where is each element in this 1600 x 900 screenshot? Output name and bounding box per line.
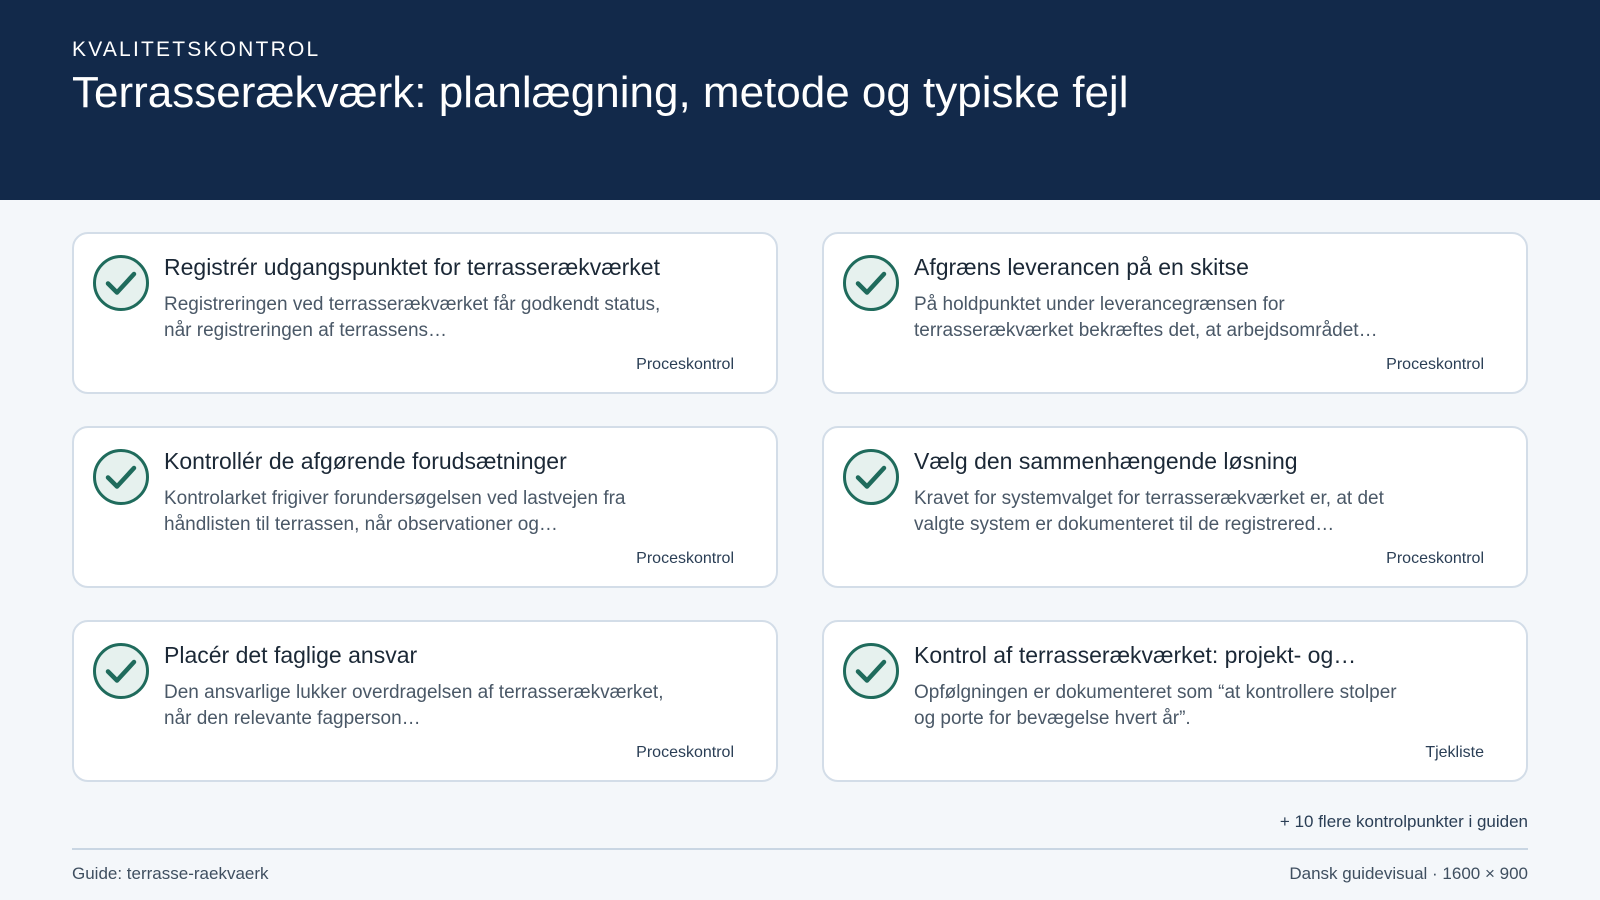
checkpoint-title: Afgræns leverancen på en skitse [914, 254, 1249, 280]
check-circle-icon [92, 448, 150, 506]
page-title: Terrasserækværk: planlægning, metode og typiske fejl [72, 68, 1129, 117]
footer-divider [72, 848, 1528, 850]
checkpoint-description: Kravet for systemvalget for terrasserækværket er, at det valgte system er dokumenteret til de registrered… [914, 488, 1384, 535]
checkpoint-title: Vælg den sammenhængende løsning [914, 448, 1298, 474]
checkpoint-category: Proceskontrol [636, 550, 734, 567]
check-circle-icon [92, 642, 150, 700]
checkpoint-card[interactable] [72, 620, 778, 782]
checkpoint-category: Proceskontrol [636, 744, 734, 761]
checkpoint-description: På holdpunktet under leverancegrænsen for terrasserækværket bekræftes det, at arbejdsområdet… [914, 294, 1378, 341]
checkpoint-category: Proceskontrol [636, 356, 734, 373]
page-header [0, 0, 1600, 200]
footer-meta: Dansk guidevisual · 1600 × 900 [1289, 864, 1528, 883]
checkpoint-description: Den ansvarlige lukker overdragelsen af terrasserækværket, når den relevante fagperson… [164, 682, 664, 729]
checkpoint-card[interactable] [72, 232, 778, 394]
checkpoint-category: Proceskontrol [1386, 550, 1484, 567]
checkpoint-description: Kontrolarket frigiver forundersøgelsen ved lastvejen fra håndlisten til terrassen, når observationer og… [164, 488, 626, 535]
checkpoint-category: Tjekliste [1425, 744, 1484, 761]
check-circle-icon [842, 448, 900, 506]
check-circle-icon [842, 642, 900, 700]
checkpoint-title: Kontrol af terrasserækværket: projekt- og… [914, 642, 1357, 668]
check-circle-icon [842, 254, 900, 312]
checkpoint-card[interactable] [72, 426, 778, 588]
checkpoint-card[interactable] [822, 620, 1528, 782]
checkpoint-title: Placér det faglige ansvar [164, 642, 418, 668]
check-circle-icon [92, 254, 150, 312]
checkpoint-title: Kontrollér de afgørende forudsætninger [164, 448, 567, 474]
checkpoint-title: Registrér udgangspunktet for terrasserækværket [164, 254, 660, 280]
checkpoint-description: Opfølgningen er dokumenteret som “at kontrollere stolper og porte for bevægelse hvert år”. [914, 682, 1397, 729]
checkpoint-card[interactable] [822, 232, 1528, 394]
checkpoint-category: Proceskontrol [1386, 356, 1484, 373]
checkpoint-description: Registreringen ved terrasserækværket får godkendt status, når registreringen af terrassens… [164, 294, 661, 341]
footer-guide-slug: Guide: terrasse-raekvaerk [72, 864, 269, 883]
checkpoint-card[interactable] [822, 426, 1528, 588]
more-checkpoints-link[interactable]: + 10 flere kontrolpunkter i guiden [1279, 812, 1528, 831]
section-eyebrow: KVALITETSKONTROL [72, 38, 321, 61]
